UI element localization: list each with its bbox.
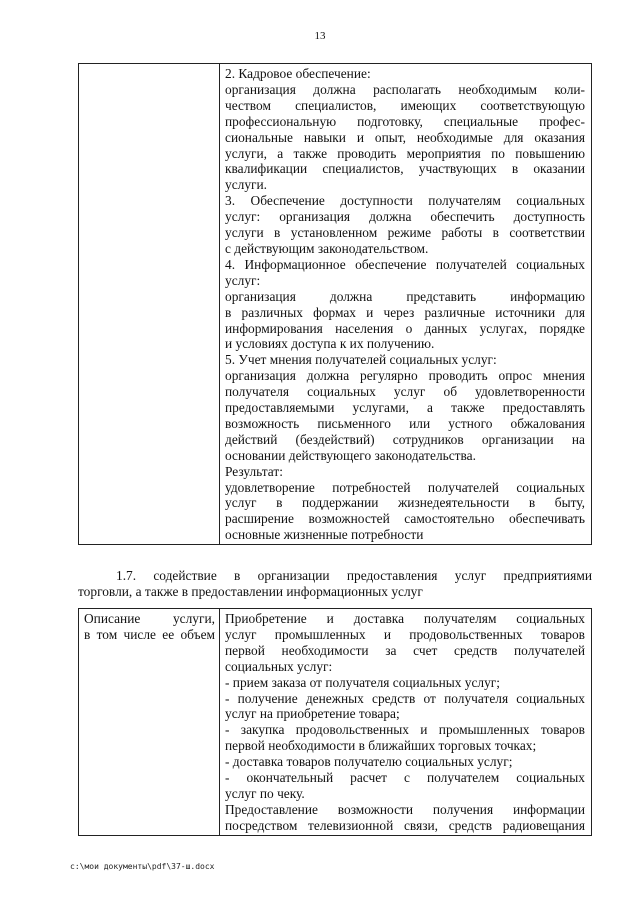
text-line: 1.7. содействие в организации предоставления услуг предприятиями xyxy=(116,568,592,583)
text-line: услуг: xyxy=(225,272,261,288)
text-line: - доставка товаров получателю социальных услуг; xyxy=(225,754,513,770)
page-number: 13 xyxy=(314,30,326,42)
table-cell-description xyxy=(220,609,592,836)
text-line: первой необходимости в ближайших торговых точках; xyxy=(225,738,537,754)
text-line: информирования населения о данных услугах, порядке xyxy=(225,320,585,336)
text-line: первой необходимости за счет средств получателей xyxy=(225,642,585,658)
service-table-top xyxy=(78,63,592,545)
text-line: услуг в поддержании жизнедеятельности в быту, xyxy=(225,495,585,511)
text-line: получателя социальных услуг об удовлетворенности xyxy=(225,384,585,400)
table-cell-standards xyxy=(220,64,592,545)
text-line: услуг на приобретение товара; xyxy=(225,706,400,722)
description-text xyxy=(225,611,585,834)
text-line: услуги, а также проводить мероприятия по повышению xyxy=(225,145,585,161)
text-line: 3. Обеспечение доступности получателям социальных xyxy=(225,193,585,209)
text-line: сиональные навыки и опыт, необходимые для оказания xyxy=(225,129,585,145)
service-table-bottom xyxy=(78,608,592,836)
text-line: услуг промышленных и продовольственных товаров xyxy=(225,626,585,642)
text-line: с действующим законодательством. xyxy=(225,240,429,256)
text-line: 2. Кадровое обеспечение: xyxy=(225,66,371,81)
text-line: основании действующего законодательства. xyxy=(225,447,476,463)
text-line: профессиональную подготовку, специальные профес- xyxy=(225,113,585,129)
text-line: возможность письменного или устного обжалования xyxy=(225,415,585,431)
text-line: расширение возможностей самостоятельно обеспечивать xyxy=(225,511,585,527)
text-line: Результат: xyxy=(225,463,283,479)
text-line: посредством телевизионной связи, средств радиовещания xyxy=(225,817,585,833)
text-line: 5. Учет мнения получателей социальных услуг: xyxy=(225,352,497,368)
section-heading xyxy=(78,568,592,600)
footer-file-path: c:\мои документы\pdf\37-ш.docx xyxy=(70,862,215,871)
text-line: - закупка продовольственных и промышленных товаров xyxy=(225,722,585,738)
text-line: услуги в установленном режиме работы в соответствии xyxy=(225,225,585,241)
table-row xyxy=(79,609,592,836)
text-line: Описание услуги, xyxy=(84,611,215,626)
text-line: услуг: организация должна обеспечить доступность xyxy=(225,209,585,225)
text-line: организация должна регулярно проводить опрос мнения xyxy=(225,368,585,384)
text-line: в различных формах и через различные источники для xyxy=(225,304,585,320)
text-line: услуги. xyxy=(225,177,268,193)
text-line: 4. Информационное обеспечение получателей социальных xyxy=(225,256,585,272)
description-label xyxy=(84,611,215,643)
table-cell-description-label xyxy=(79,609,220,836)
text-line: в том числе ее объем xyxy=(84,626,215,642)
text-line: Предоставление возможности получения информации xyxy=(225,801,585,817)
table-row xyxy=(79,64,592,545)
text-line: - получение денежных средств от получателя социальных xyxy=(225,690,585,706)
text-line: удовлетворение потребностей получателей социальных xyxy=(225,479,585,495)
table-cell-left-empty xyxy=(79,64,220,545)
text-line: - окончательный расчет с получателем социальных xyxy=(225,770,585,786)
text-line: услуг по чеку. xyxy=(225,785,305,801)
text-line: предоставляемыми услугами, а также предоставлять xyxy=(225,400,585,416)
standards-text xyxy=(225,66,585,543)
text-line: - прием заказа от получателя социальных услуг; xyxy=(225,674,501,690)
text-line: действий (бездействий) сотрудников организации на xyxy=(225,431,585,447)
text-line: основные жизненные потребности xyxy=(225,527,424,543)
text-line: чеством специалистов, имеющих соответствующую xyxy=(225,97,585,113)
text-line: организация должна располагать необходимым коли- xyxy=(225,81,585,97)
text-line: торговли, а также в предоставлении информационных услуг xyxy=(78,584,423,599)
text-line: социальных услуг: xyxy=(225,658,333,674)
text-line: организация должна представить информацию xyxy=(225,288,585,304)
text-line: квалификации специалистов, участвующих в оказании xyxy=(225,161,585,177)
text-line: и условиях доступа к их получению. xyxy=(225,336,435,352)
text-line: Приобретение и доставка получателям социальных xyxy=(225,611,585,626)
